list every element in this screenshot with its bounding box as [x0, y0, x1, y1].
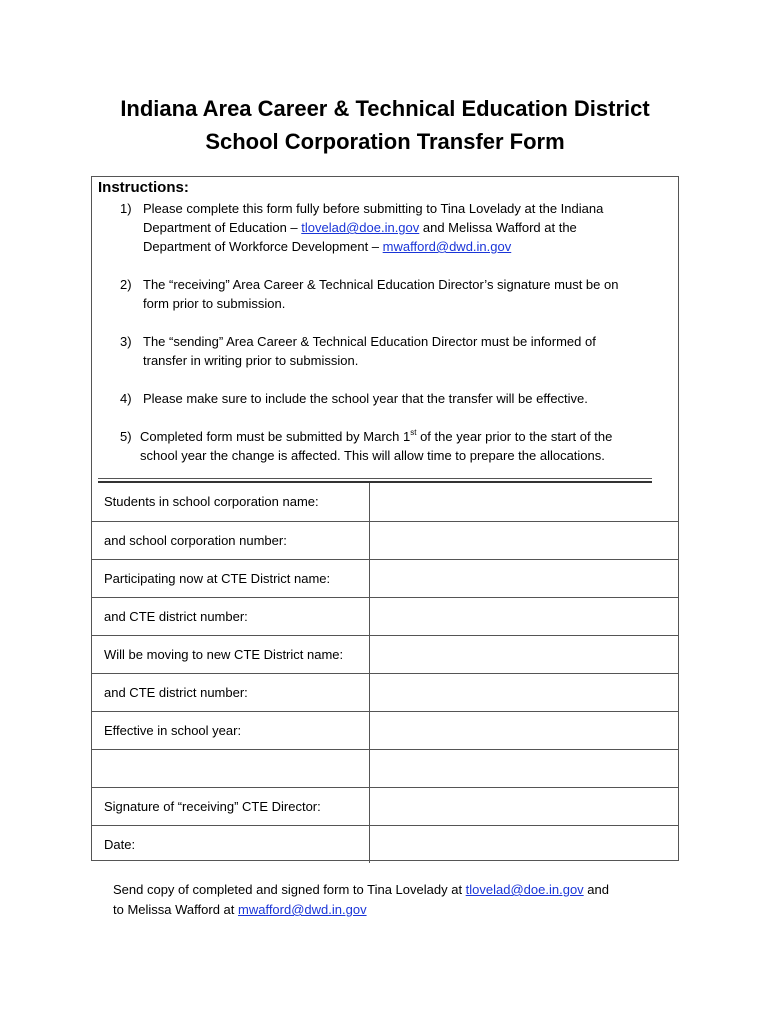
item-text: and Melissa Wafford at the: [419, 220, 577, 235]
field-label: and school corporation number:: [92, 521, 369, 559]
title-line-1: Indiana Area Career & Technical Education District: [120, 96, 650, 121]
divider: [98, 478, 652, 479]
field-value-input[interactable]: [369, 521, 678, 559]
field-value-input[interactable]: [369, 787, 678, 825]
email-link-wafford[interactable]: mwafford@dwd.in.gov: [238, 902, 367, 917]
field-value-input[interactable]: [369, 749, 678, 787]
item-text: of the year prior to the start of the: [416, 429, 613, 444]
field-value-input[interactable]: [369, 597, 678, 635]
item-number: 4): [120, 391, 132, 406]
field-label: and CTE district number:: [92, 673, 369, 711]
field-label: Date:: [92, 825, 369, 863]
table-row: [92, 559, 678, 597]
item-text: transfer in writing prior to submission.: [143, 353, 359, 368]
field-label: Will be moving to new CTE District name:: [92, 635, 369, 673]
footer-note: [113, 880, 609, 920]
field-label: Signature of “receiving” CTE Director:: [92, 787, 369, 825]
item-text: The “receiving” Area Career & Technical Education Director’s signature must be on: [143, 277, 619, 292]
field-value-input[interactable]: [369, 825, 678, 863]
field-value-input[interactable]: [369, 559, 678, 597]
field-value-input[interactable]: [369, 673, 678, 711]
field-value-input[interactable]: [369, 635, 678, 673]
table-row: [92, 711, 678, 749]
instructions-heading: Instructions:: [98, 179, 189, 196]
title-line-2: School Corporation Transfer Form: [205, 129, 565, 154]
field-value-input[interactable]: [369, 483, 678, 521]
item-text: Please complete this form fully before submitting to Tina Lovelady at the Indiana: [143, 201, 604, 216]
table-row: [92, 635, 678, 673]
transfer-fields-table: [92, 483, 678, 863]
item-text: form prior to submission.: [143, 296, 286, 311]
table-row: [92, 483, 678, 521]
form-box: [91, 176, 679, 861]
table-row: [92, 749, 678, 787]
form-title: [0, 92, 770, 158]
item-text: Please make sure to include the school year that the transfer will be effective.: [143, 391, 588, 406]
item-number: 5): [120, 429, 132, 444]
footer-text: to Melissa Wafford at: [113, 902, 238, 917]
table-row: [92, 673, 678, 711]
footer-text: Send copy of completed and signed form to Tina Lovelady at: [113, 882, 466, 897]
email-link-lovelady[interactable]: tlovelad@doe.in.gov: [301, 220, 420, 235]
footer-text: and: [583, 882, 609, 897]
item-text: Department of Workforce Development –: [143, 239, 383, 254]
field-label: [92, 749, 369, 787]
item-number: 3): [120, 334, 132, 349]
email-link-wafford[interactable]: mwafford@dwd.in.gov: [382, 239, 512, 254]
item-number: 1): [120, 201, 132, 216]
superscript: st: [410, 428, 417, 437]
table-row: [92, 521, 678, 559]
item-text: school year the change is affected. This will allow time to prepare the allocations.: [140, 448, 605, 463]
table-row: [92, 825, 678, 863]
email-link-lovelady[interactable]: tlovelad@doe.in.gov: [465, 882, 584, 897]
item-text: Department of Education –: [143, 220, 302, 235]
item-text: Completed form must be submitted by March 1: [140, 429, 411, 444]
field-label: Students in school corporation name:: [104, 494, 319, 510]
table-row: [92, 787, 678, 825]
field-label: Participating now at CTE District name:: [92, 559, 369, 597]
field-value-input[interactable]: [369, 711, 678, 749]
item-number: 2): [120, 277, 132, 292]
field-label: Effective in school year:: [92, 711, 369, 749]
table-row: [92, 597, 678, 635]
item-text: The “sending” Area Career & Technical Education Director must be informed of: [143, 334, 596, 349]
field-label: and CTE district number:: [92, 597, 369, 635]
